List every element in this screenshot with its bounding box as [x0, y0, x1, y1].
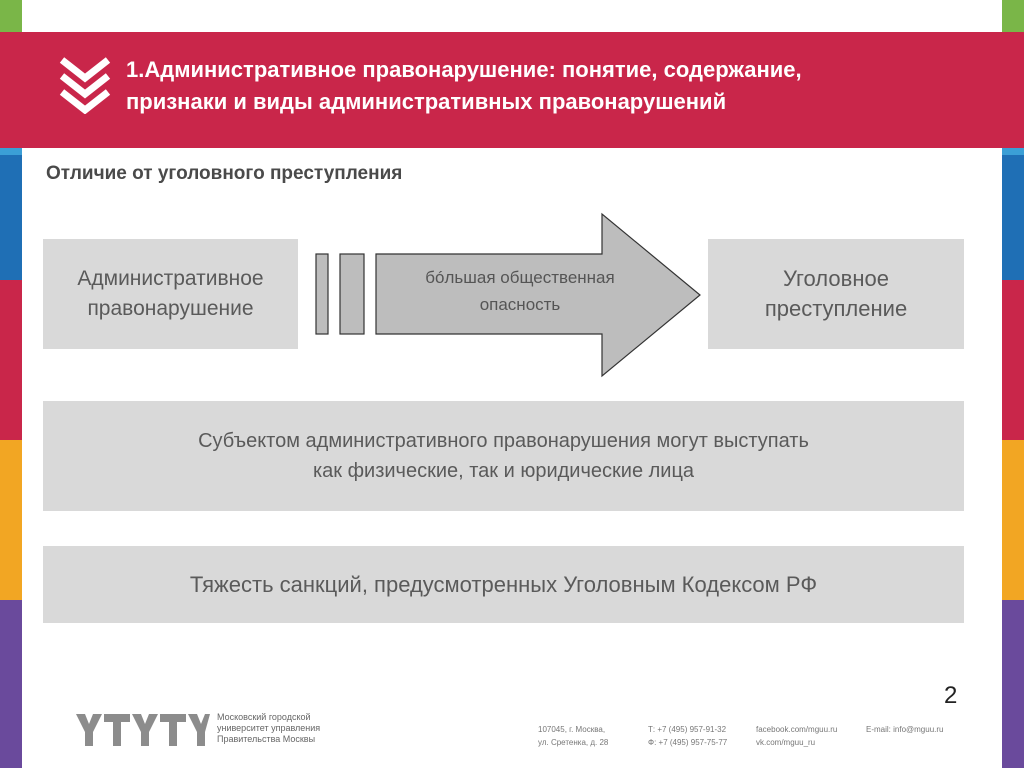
- title-line-1: 1.Административное правонарушение: понятие, содержание,: [126, 57, 802, 82]
- arrow-label: [380, 264, 660, 318]
- arrow-tail-bar-2: [340, 254, 364, 334]
- sanctions-box: [43, 546, 964, 623]
- sanctions-text: Тяжесть санкций, предусмотренных Уголовным Кодексом РФ: [189, 571, 818, 597]
- footer-address: [538, 723, 608, 749]
- footer-social: [756, 723, 837, 749]
- subject-box: [43, 401, 964, 511]
- right-box-line-2: преступление: [764, 296, 908, 321]
- section-subtitle: Отличие от уголовного преступления: [46, 163, 403, 184]
- administrative-offense-box: [43, 239, 298, 349]
- university-logo-icon: [76, 714, 210, 746]
- university-name: [217, 712, 347, 745]
- arrow-label-line-2: опасность: [479, 295, 561, 314]
- criminal-offense-box: [708, 239, 964, 349]
- university-name-line-1: Московский городской: [217, 712, 311, 722]
- facebook-link[interactable]: facebook.com/mguu.ru: [756, 725, 838, 734]
- phone-line-2: Ф: +7 (495) 957-75-77: [648, 738, 728, 747]
- subject-line-1: Субъектом административного правонарушения могут выступать: [198, 430, 809, 452]
- university-name-line-3: Правительства Москвы: [217, 734, 316, 744]
- left-box-line-1: Административное: [77, 267, 264, 290]
- university-name-line-2: университет управления: [217, 723, 321, 733]
- vk-link[interactable]: vk.com/mguu_ru: [756, 738, 816, 747]
- arrow-label-line-1: бóльшая общественная: [425, 268, 615, 287]
- chevrons-down-icon: [58, 54, 112, 114]
- subject-line-2: как физические, так и юридические лица: [312, 460, 695, 482]
- footer-phones: [648, 723, 727, 749]
- title-line-2: признаки и виды административных правонарушений: [126, 89, 727, 114]
- page-number: 2: [944, 682, 958, 709]
- address-line-1: 107045, г. Москва,: [538, 725, 606, 734]
- left-box-line-2: правонарушение: [87, 297, 254, 320]
- slide-title: [126, 54, 986, 118]
- arrow-tail-bar-1: [316, 254, 328, 334]
- address-line-2: ул. Сретенка, д. 28: [538, 738, 609, 747]
- footer-email: [866, 723, 943, 736]
- email-link[interactable]: E-mail: info@mguu.ru: [866, 725, 944, 734]
- right-box-line-1: Уголовное: [783, 266, 889, 291]
- phone-line-1: Т: +7 (495) 957-91-32: [648, 725, 727, 734]
